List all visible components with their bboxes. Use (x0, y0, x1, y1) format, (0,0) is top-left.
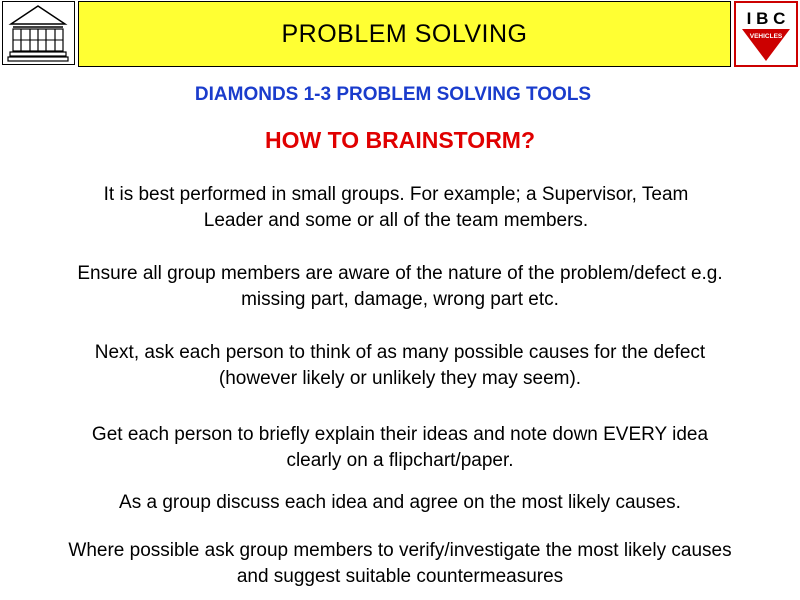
paragraph (0, 490, 800, 516)
ibc-vehicles-logo (734, 1, 798, 67)
paragraph-line: Where possible ask group members to verify/investigate the most likely causes (68, 540, 732, 561)
paragraph-line: Leader and some or all of the team members. (203, 210, 589, 231)
paragraph-line: As a group discuss each idea and agree on the most likely causes. (119, 492, 681, 513)
logo-badge-text: VEHICLES (749, 33, 783, 40)
paragraph (0, 422, 800, 474)
building-columns-icon (2, 1, 75, 65)
paragraph (0, 340, 800, 392)
page-title: PROBLEM SOLVING (281, 19, 528, 48)
section-subtitle: DIAMONDS 1-3 PROBLEM SOLVING TOOLS (194, 84, 592, 105)
paragraph-line: (however likely or unlikely they may seem). (218, 368, 582, 389)
paragraph (0, 261, 800, 313)
header-bar (78, 1, 731, 67)
paragraph-line: It is best performed in small groups. For example; a Supervisor, Team (103, 184, 689, 205)
paragraph (0, 538, 800, 590)
logo-text: I B C (746, 9, 786, 28)
paragraph-line: and suggest suitable countermeasures (236, 566, 564, 587)
paragraph-line: Get each person to briefly explain their ideas and note down EVERY idea (91, 424, 709, 445)
paragraph-line: Ensure all group members are aware of the nature of the problem/defect e.g. (77, 263, 723, 284)
paragraph-line: missing part, damage, wrong part etc. (241, 289, 559, 310)
paragraph-line: Next, ask each person to think of as many possible causes for the defect (94, 342, 706, 363)
paragraph (0, 182, 796, 234)
paragraph-line: clearly on a flipchart/paper. (286, 450, 514, 471)
section-heading: HOW TO BRAINSTORM? (264, 127, 536, 153)
